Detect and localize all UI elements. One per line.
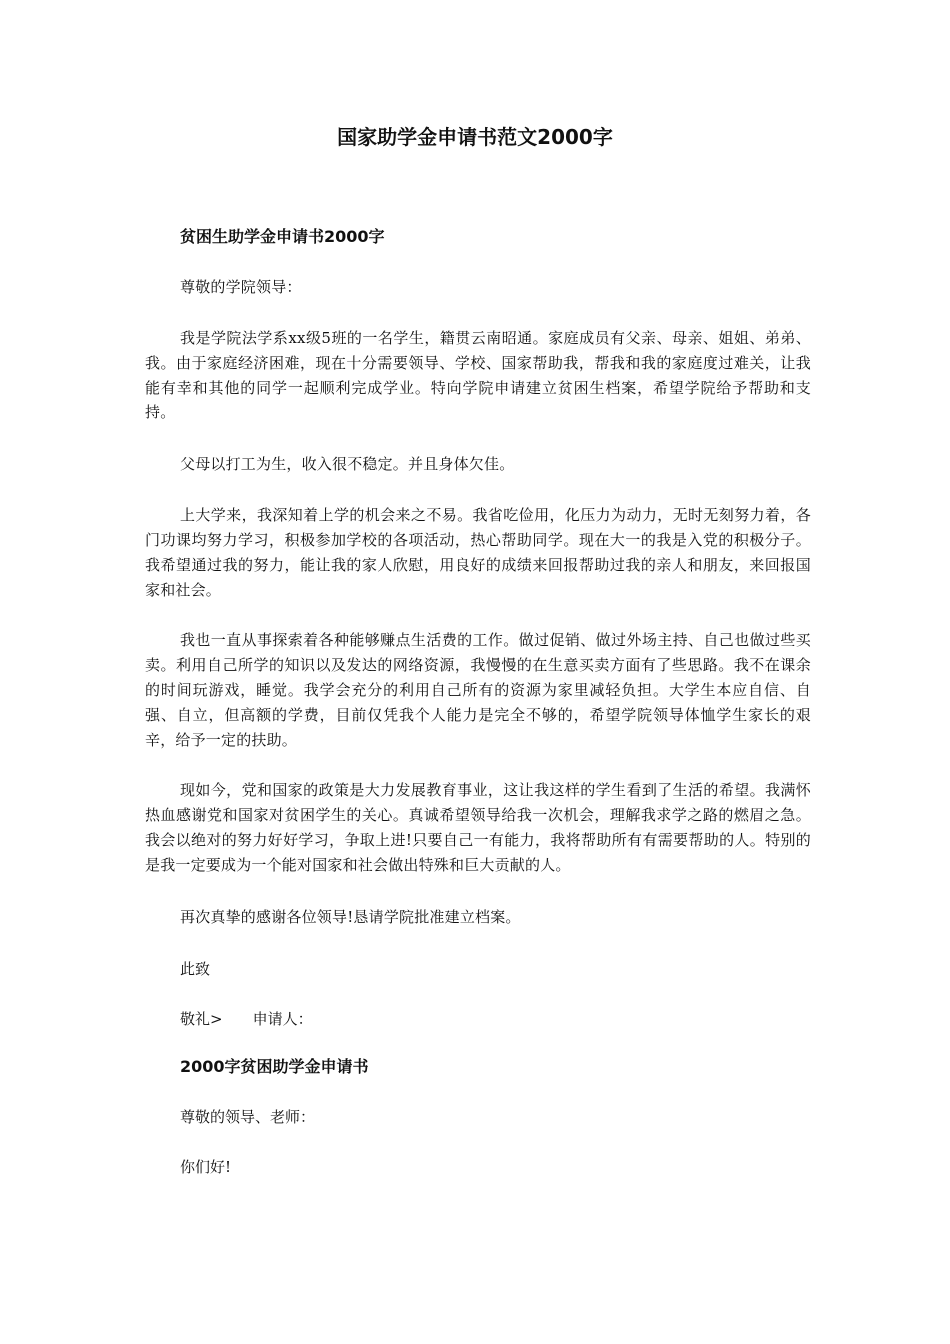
closing-regards: 敬礼> [180, 1009, 223, 1028]
closing-salute: 此致 [180, 959, 211, 978]
salutation-2: 尊敬的领导、老师： [180, 1107, 316, 1126]
paragraph-5: 现如今，党和国家的政策是大力发展教育事业，这让我这样的学生看到了生活的希望。我满怀热血感谢党和国家对贫困学生的关心。真诚希望领导给我一次机会，理解我求学之路的燃眉之急。我会以绝对的努力好好学习，争取上进!只要自己一有能力，我将帮助所有有需要帮助的人。特别的是我一定要成为一个能对国家和社会做出特殊和巨大贡献的人。 [145, 781, 811, 874]
section-heading: 贫困生助学金申请书2000字 [180, 227, 385, 246]
section-heading-2: 2000字贫困助学金申请书 [180, 1056, 369, 1076]
greeting: 你们好! [180, 1157, 232, 1176]
paragraph-6: 再次真挚的感谢各位领导!恳请学院批准建立档案。 [180, 907, 521, 926]
closing-regards-line [145, 1006, 811, 1032]
document-title: 国家助学金申请书范文2000字 [337, 125, 613, 149]
paragraph-4: 我也一直从事探索着各种能够赚点生活费的工作。做过促销、做过外场主持、自己也做过些买卖。利用自己所学的知识以及发达的网络资源，我慢慢的在生意买卖方面有了些思路。我不在课余的时间玩游戏，睡觉。我学会充分的利用自己所有的资源为家里减轻负担。大学生本应自信、自强、自立，但高额的学费，目前仅凭我个人能力是完全不够的，希望学院领导体恤学生家长的艰辛，给予一定的扶助。 [145, 631, 811, 749]
salutation: 尊敬的学院领导： [180, 278, 302, 296]
paragraph-2: 父母以打工为生，收入很不稳定。并且身体欠佳。 [180, 455, 515, 474]
document-body [145, 224, 811, 1204]
paragraph-3: 上大学来，我深知着上学的机会来之不易。我省吃俭用，化压力为动力，无时无刻努力着，各门功课均努力学习，积极参加学校的各项活动，热心帮助同学。现在大一的我是入党的积极分子。我希望通过我的努力，能让我的家人欣慰，用良好的成绩来回报帮助过我的亲人和朋友，来回报国家和社会。 [145, 506, 811, 599]
paragraph-1: 我是学院法学系xx级5班的一名学生，籍贯云南昭通。家庭成员有父亲、母亲、姐姐、弟弟、我。由于家庭经济困难，现在十分需要领导、学校、国家帮助我，帮我和我的家庭度过难关，让我能有幸和其他的同学一起顺利完成学业。特向学院申请建立贫困生档案，希望学院给予帮助和支持。 [145, 329, 811, 422]
applicant-label: 申请人： [252, 1009, 313, 1028]
